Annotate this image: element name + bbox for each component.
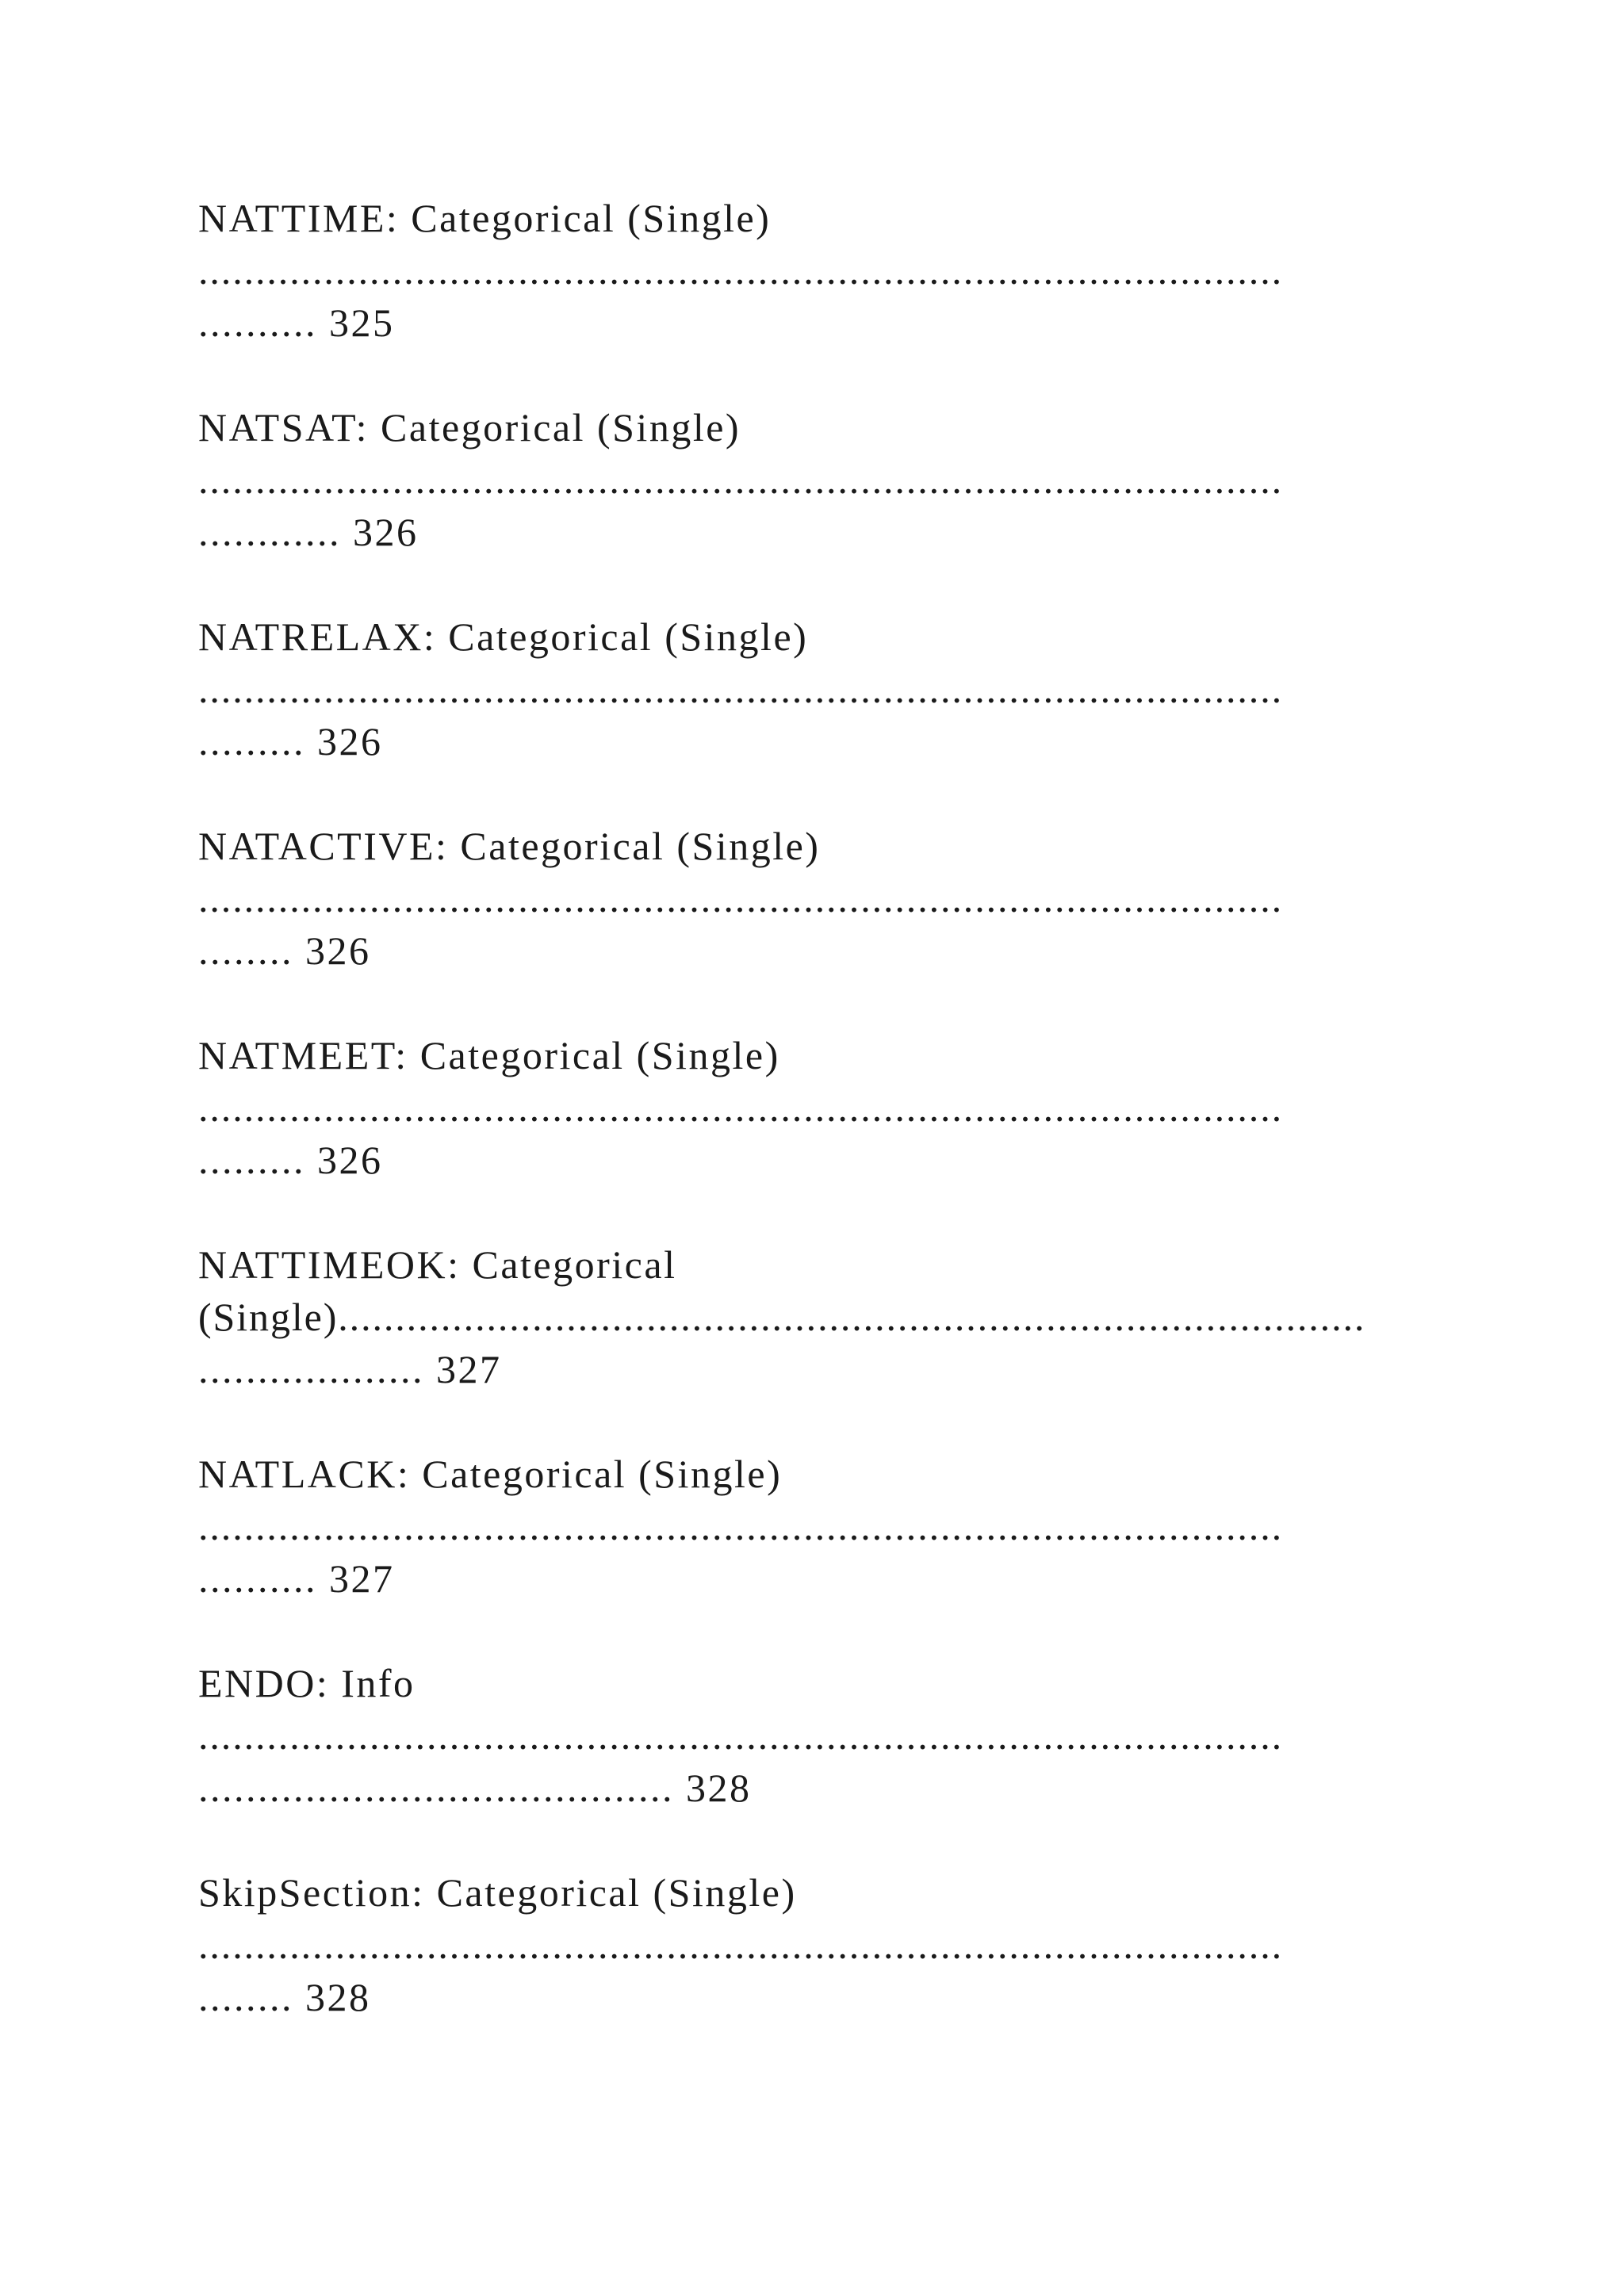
toc-entry-leader: (Single).......................................................................................... (198, 1295, 1366, 1339)
toc-entry-leader: ............................................................................................... (198, 1504, 1283, 1548)
toc-entry-title: SkipSection: Categorical (Single) (198, 1870, 797, 1915)
toc-entry-page: ................... 327 (198, 1347, 502, 1391)
toc-entry-leader: ............................................................................................... (198, 457, 1283, 502)
toc-entry-title: NATTIME: Categorical (Single) (198, 196, 772, 240)
toc-entry-leader: ............................................................................................... (198, 667, 1283, 711)
toc-entry-page: ........ 326 (198, 928, 371, 973)
toc-entry-title: ENDO: Info (198, 1661, 416, 1705)
toc-entry-title: NATRELAX: Categorical (Single) (198, 614, 809, 659)
toc-entry-page: .......... 325 (198, 300, 395, 345)
toc-entry-title: NATLACK: Categorical (Single) (198, 1452, 783, 1496)
toc-entry-page: ............ 326 (198, 510, 419, 554)
toc-entry-title: NATSAT: Categorical (Single) (198, 405, 741, 450)
toc-entry-title: NATACTIVE: Categorical (Single) (198, 824, 821, 868)
toc-entry-leader: ............................................................................................... (198, 1923, 1283, 1967)
toc-entry-page: ........................................ 328 (198, 1766, 752, 1810)
toc-entry-title: NATMEET: Categorical (Single) (198, 1033, 780, 1077)
toc-entry-leader: ............................................................................................... (198, 876, 1283, 920)
toc-entry-page: ......... 326 (198, 1138, 383, 1182)
toc-entry-leader: ............................................................................................... (198, 248, 1283, 293)
toc-entry-page: ........ 328 (198, 1975, 371, 2019)
toc-entry-page: ......... 326 (198, 719, 383, 763)
toc-entry-title: NATTIMEOK: Categorical (198, 1242, 677, 1287)
toc-entry-leader: ............................................................................................... (198, 1085, 1283, 1130)
toc-entry-leader: ............................................................................................... (198, 1713, 1283, 1758)
toc-entry-page: .......... 327 (198, 1556, 395, 1601)
